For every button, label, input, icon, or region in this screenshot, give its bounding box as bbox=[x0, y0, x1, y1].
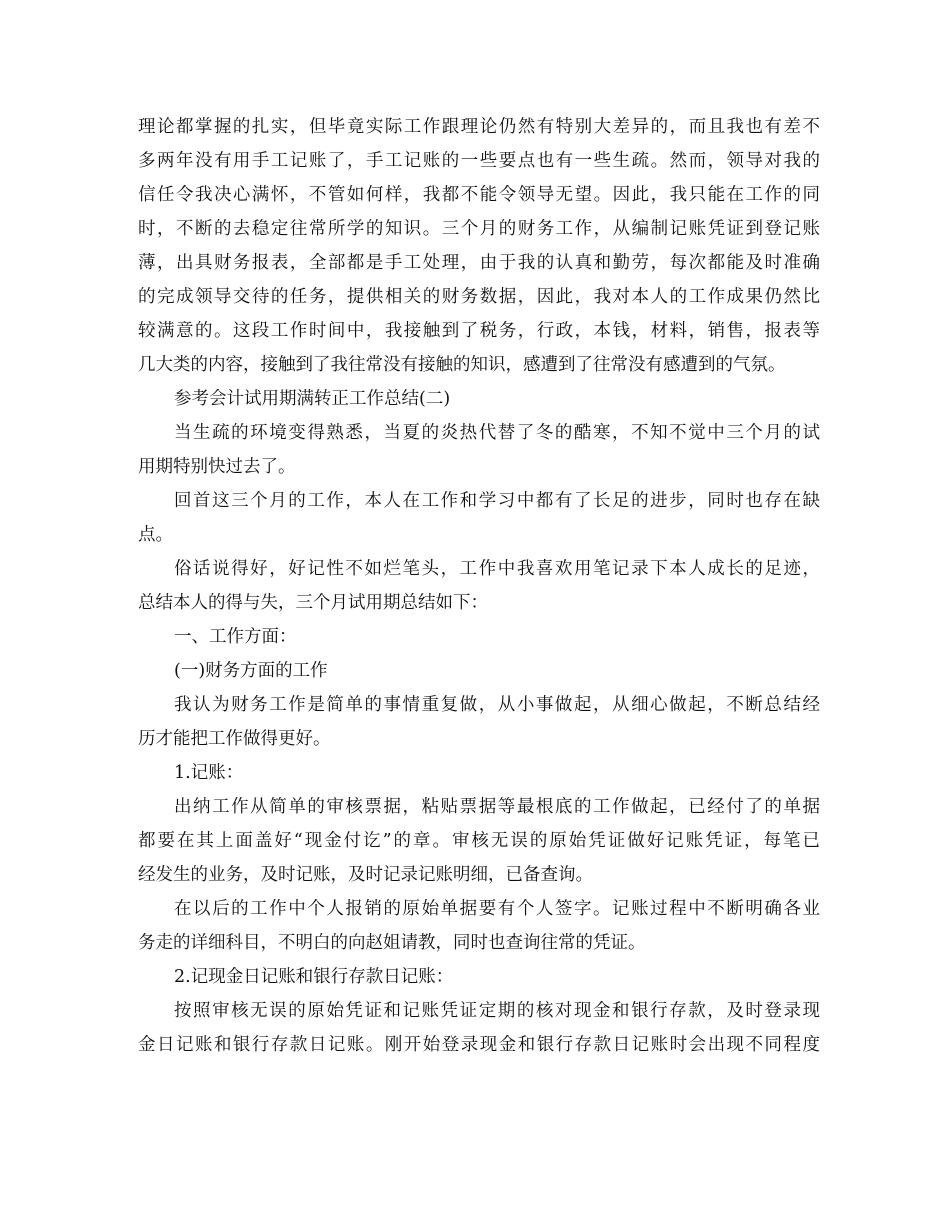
text-line: 较满意的。这段工作时间中，我接触到了税务，行政，本钱，材料，销售，报表等 bbox=[138, 321, 820, 341]
text-line: 理论都掌握的扎实，但毕竟实际工作跟理论仍然有特别大差异的，而且我也有差不 bbox=[138, 117, 820, 137]
text-line: 务走的详细科目，不明白的向赵姐请教，同时也查询往常的凭证。 bbox=[138, 933, 646, 953]
section-heading: 参考会计试用期满转正工作总结(二) bbox=[174, 389, 451, 409]
text-line: 的完成领导交待的任务，提供相关的财务数据，因此，我对本人的工作成果仍然比 bbox=[138, 287, 820, 307]
paragraph-start: 回首这三个月的工作，本人在工作和学习中都有了长足的进步，同时也存在缺 bbox=[174, 491, 820, 511]
text-line: 金日记账和银行存款日记账。刚开始登录现金和银行存款日记账时会出现不同程度 bbox=[138, 1035, 820, 1055]
subheading: (一)财务方面的工作 bbox=[174, 661, 328, 681]
subheading: 一、工作方面： bbox=[174, 627, 297, 647]
text-line: 时，不断的去稳定往常所学的知识。三个月的财务工作，从编制记账凭证到登记账 bbox=[138, 219, 820, 239]
text-line: 点。 bbox=[138, 525, 173, 545]
text-line: 都要在其上面盖好“现金付讫”的章。审核无误的原始凭证做好记账凭证，每笔已 bbox=[138, 831, 820, 851]
text-line: 信任令我决心满怀，不管如何样，我都不能令领导无望。因此，我只能在工作的同 bbox=[138, 185, 820, 205]
paragraph-start: 当生疏的环境变得熟悉，当夏的炎热代替了冬的酷寒，不知不觉中三个月的试 bbox=[174, 423, 820, 443]
paragraph-start: 按照审核无误的原始凭证和记账凭证定期的核对现金和银行存款，及时登录现 bbox=[174, 1001, 820, 1021]
text-line: 多两年没有用手工记账了，手工记账的一些要点也有一些生疏。然而，领导对我的 bbox=[138, 151, 820, 171]
paragraph-start: 出纳工作从简单的审核票据，粘贴票据等最根底的工作做起，已经付了的单据 bbox=[174, 797, 820, 817]
paragraph-start: 俗话说得好，好记性不如烂笔头，工作中我喜欢用笔记录下本人成长的足迹， bbox=[174, 559, 820, 579]
text-line: 薄，出具财务报表，全部都是手工处理，由于我的认真和勤劳，每次都能及时准确 bbox=[138, 253, 820, 273]
text-line: 历才能把工作做得更好。 bbox=[138, 729, 331, 749]
document-body bbox=[138, 110, 820, 1062]
paragraph-start: 在以后的工作中个人报销的原始单据要有个人签字。记账过程中不断明确各业 bbox=[174, 899, 820, 919]
text-line: 几大类的内容，接触到了我往常没有接触的知识，感遭到了往常没有感遭到的气氛。 bbox=[138, 355, 786, 375]
paragraph-start: 我认为财务工作是简单的事情重复做，从小事做起，从细心做起，不断总结经 bbox=[174, 695, 820, 715]
text-line: 用期特别快过去了。 bbox=[138, 457, 296, 477]
subheading: 1.记账： bbox=[174, 763, 244, 783]
text-line: 经发生的业务，及时记账，及时记录记账明细，已备查询。 bbox=[138, 865, 593, 885]
subheading: 2.记现金日记账和银行存款日记账： bbox=[174, 967, 454, 987]
text-line: 总结本人的得与失，三个月试用期总结如下： bbox=[138, 593, 488, 613]
